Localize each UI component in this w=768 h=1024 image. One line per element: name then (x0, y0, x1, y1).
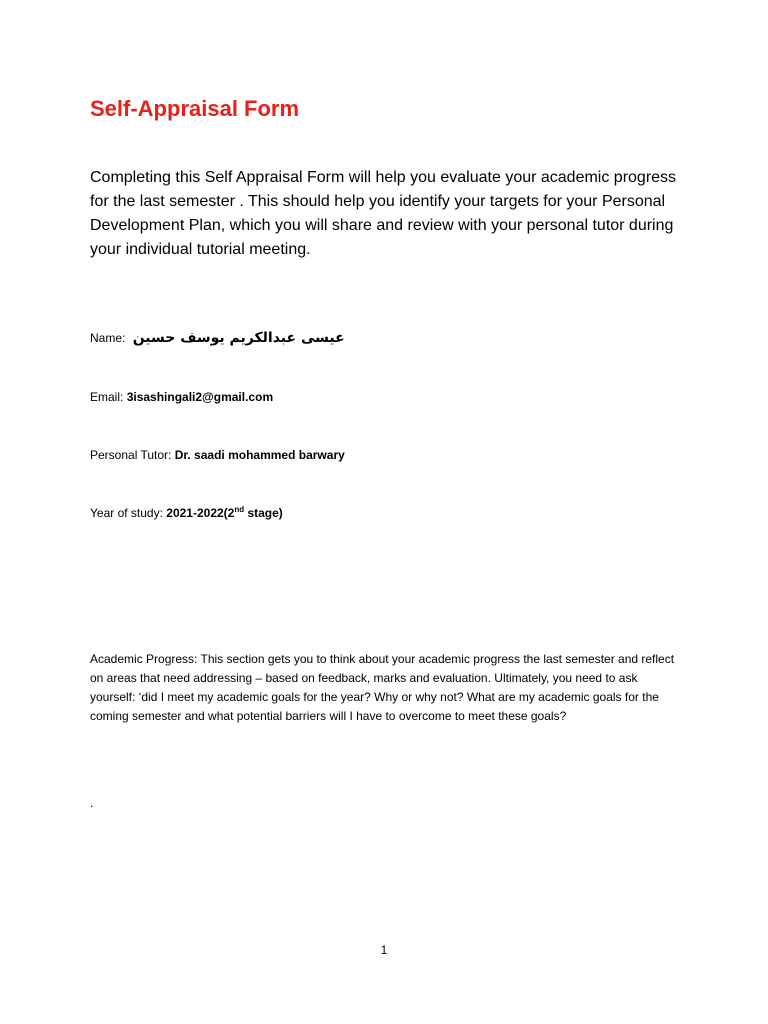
personal-tutor-label: Personal Tutor: (90, 448, 175, 462)
page-number: 1 (380, 943, 388, 957)
name-value: عيسى عبدالكريم يوسف حسين (132, 330, 345, 346)
personal-tutor-value: Dr. saadi mohammed barwary (174, 448, 345, 462)
email-label: Email: (90, 390, 127, 404)
name-label: Name: (90, 331, 129, 345)
academic-progress-paragraph: Academic Progress: This section gets you to think about your academic progress the last semester and reflect on areas that need addressing – based on feedback, marks and evaluation. Ultimately, you need to ask yourself: ‘did I meet my academic goals for the year? Why or why not? What are my academic goals for the coming semester and what potential barriers will I have to overcome to meet these goals? (90, 652, 675, 723)
form-title: Self-Appraisal Form (90, 96, 300, 121)
year-value-suffix: stage) (244, 506, 283, 520)
email-value: 3isashingali2@gmail.com (126, 390, 274, 404)
year-of-study-label: Year of study: (90, 506, 167, 520)
stray-dot: . (90, 796, 94, 810)
year-value-main: 2021-2022(2 (166, 506, 235, 520)
name-field (90, 330, 345, 346)
personal-tutor-field (90, 448, 345, 462)
year-of-study-field (90, 506, 283, 520)
intro-paragraph: Completing this Self Appraisal Form will help you evaluate your academic progress for the last semester . This should help you identify your targets for your Personal Development Plan, which you will share and review with your personal tutor during your individual tutorial meeting. (90, 169, 677, 258)
year-value-ordinal: nd (234, 505, 245, 514)
email-field (90, 390, 273, 404)
year-of-study-value (166, 506, 283, 520)
